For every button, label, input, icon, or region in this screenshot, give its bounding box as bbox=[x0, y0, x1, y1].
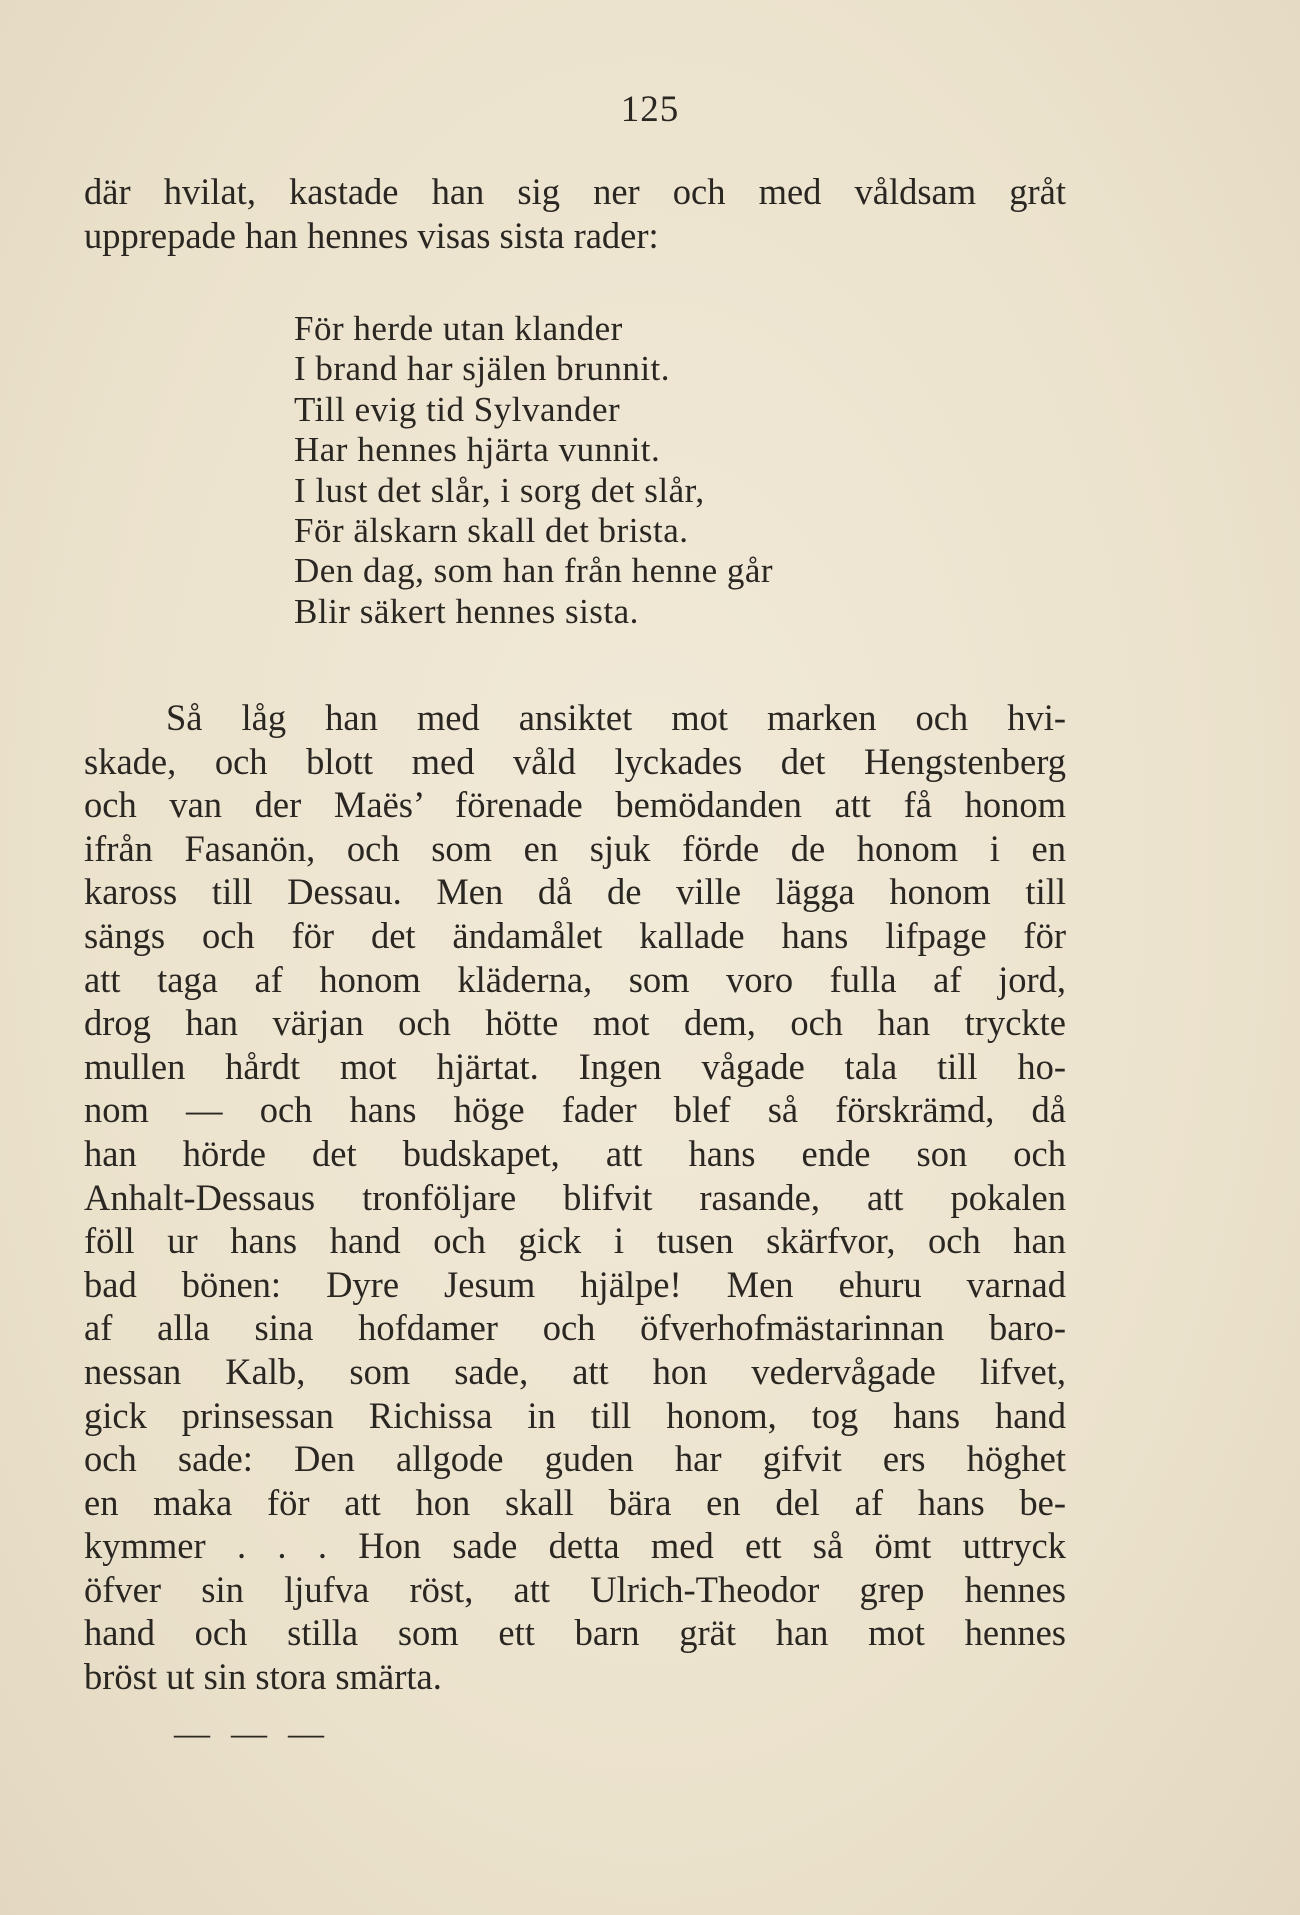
verse-line: Den dag, som han från henne går bbox=[294, 551, 774, 591]
verse-line: Blir säkert hennes sista. bbox=[294, 591, 639, 631]
body-line: kymmer . . . Hon sade detta med ett så ömt uttryck bbox=[84, 1525, 1066, 1567]
verse-line: Till evig tid Sylvander bbox=[294, 389, 621, 429]
verse-line: För herde utan klander bbox=[294, 309, 623, 348]
body-line: Anhalt-Dessaus tronföljare blifvit rasande, att pokalen bbox=[84, 1176, 1066, 1218]
verse-line: Har hennes hjärta vunnit. bbox=[294, 430, 661, 470]
intro-line: upprepade han hennes visas sista rader: bbox=[84, 215, 659, 256]
body-line: skade, och blott med våld lyckades det Hengstenberg bbox=[84, 740, 1066, 782]
body-line: drog han värjan och hötte mot dem, och han tryckte bbox=[84, 1002, 1066, 1044]
body-line: af alla sina hofdamer och öfverhofmästarinnan baro- bbox=[84, 1307, 1066, 1349]
body-line: han hörde det budskapet, att hans ende son och bbox=[84, 1132, 1066, 1174]
verse-stanza bbox=[294, 309, 773, 632]
body-line: kaross till Dessau. Men då de ville lägga honom till bbox=[84, 871, 1066, 913]
verse-line: I brand har själen brunnit. bbox=[294, 349, 671, 389]
body-line: nessan Kalb, som sade, att hon vedervågade lifvet, bbox=[84, 1350, 1066, 1392]
body-line: mullen hårdt mot hjärtat. Ingen vågade tala till ho- bbox=[84, 1045, 1066, 1087]
body-line: öfver sin ljufva röst, att Ulrich-Theodor grep hennes bbox=[84, 1568, 1066, 1610]
body-line: bröst ut sin stora smärta. bbox=[84, 1656, 442, 1698]
intro-line: där hvilat, kastade han sig ner och med våldsam gråt bbox=[84, 171, 1066, 212]
body-line: en maka för att hon skall bära en del af hans be- bbox=[84, 1481, 1066, 1523]
body-line: Så låg han med ansiktet mot marken och hvi- bbox=[166, 697, 1066, 738]
body-line: föll ur hans hand och gick i tusen skärfvor, och han bbox=[84, 1220, 1066, 1262]
verse-line: För älskarn skall det brista. bbox=[294, 510, 689, 550]
body-line: nom — och hans höge fader blef så förskrämd, då bbox=[84, 1089, 1066, 1131]
body-line: sängs och för det ändamålet kallade hans lifpage för bbox=[84, 914, 1066, 956]
body-line: och sade: Den allgode guden har gifvit ers höghet bbox=[84, 1438, 1066, 1480]
body-line: gick prinsessan Richissa in till honom, tog hans hand bbox=[84, 1394, 1066, 1436]
verse-line: I lust det slår, i sorg det slår, bbox=[294, 470, 705, 510]
intro-paragraph bbox=[84, 170, 1066, 258]
body-line: hand och stilla som ett barn grät han mot hennes bbox=[84, 1612, 1066, 1654]
body-line: och van der Maës’ förenade bemödanden att få honom bbox=[84, 784, 1066, 826]
body-line: ifrån Fasanön, och som en sjuk förde de honom i en bbox=[84, 827, 1066, 869]
body-line: att taga af honom kläderna, som voro fulla af jord, bbox=[84, 958, 1066, 1000]
section-separator: — — — bbox=[174, 1713, 330, 1753]
page-number: 125 bbox=[620, 89, 680, 130]
body-line: bad bönen: Dyre Jesum hjälpe! Men ehuru varnad bbox=[84, 1263, 1066, 1305]
body-paragraph bbox=[84, 696, 1066, 1699]
